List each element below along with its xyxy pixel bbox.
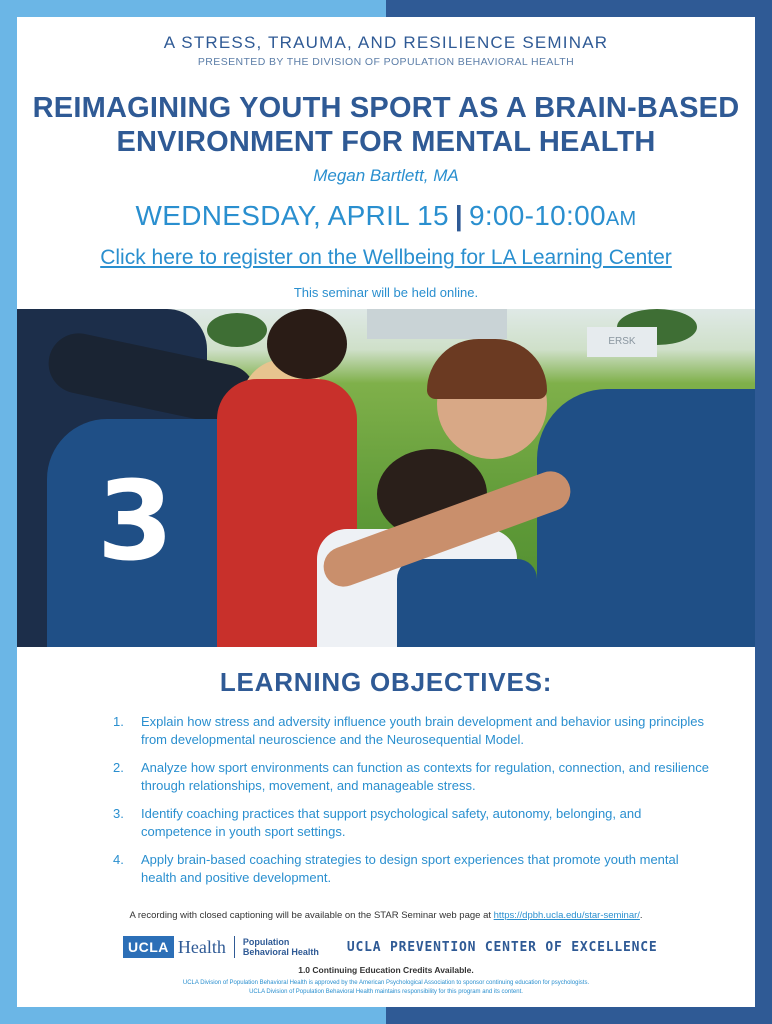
- objective-item: [113, 851, 713, 887]
- jersey-number: 3: [97, 457, 174, 585]
- logo-divider: [234, 936, 235, 958]
- background-building: [367, 309, 507, 339]
- objective-text: Identify coaching practices that support psychological safety, autonomy, belonging, and competence in youth sport settings.: [141, 806, 642, 839]
- player-center-vest: [397, 559, 537, 647]
- objective-text: Explain how stress and adversity influence youth brain development and behavior using principles from developmental neuroscience and the Neurosequential Model.: [141, 714, 704, 747]
- seminar-series: A STRESS, TRAUMA, AND RESILIENCE SEMINAR: [163, 33, 609, 52]
- online-note: This seminar will be held online.: [293, 285, 479, 300]
- health-logo-text: Health: [177, 936, 226, 957]
- objectives-heading: LEARNING OBJECTIVES:: [219, 667, 553, 697]
- objective-number: 1.: [113, 714, 124, 729]
- date-separator: |: [454, 200, 463, 231]
- event-time: 9:00-10:00: [468, 200, 606, 231]
- logo-row: [123, 934, 657, 960]
- objectives-list: [113, 713, 713, 897]
- recording-note: [17, 910, 755, 921]
- recording-end: .: [639, 910, 643, 921]
- star-seminar-link[interactable]: https://dpbh.ucla.edu/star-seminar/: [493, 910, 640, 921]
- player-head-dark: [267, 309, 347, 379]
- flyer-panel: [17, 17, 755, 1007]
- prevention-center-logo: UCLA PREVENTION CENTER OF EXCELLENCE: [346, 939, 658, 955]
- title-line-2: ENVIRONMENT FOR MENTAL HEALTH: [116, 126, 656, 158]
- objective-text: Analyze how sport environments can function as contexts for regulation, connection, and resilience through relationships, movement, and manageable stress.: [141, 760, 709, 793]
- objective-item: [113, 713, 713, 749]
- title-line-1: REIMAGINING YOUTH SPORT AS A BRAIN-BASED: [32, 92, 740, 124]
- pbh-line-2: Behavioral Health: [242, 947, 319, 957]
- objective-number: 4.: [113, 852, 124, 867]
- team-huddle-photo: [17, 309, 755, 647]
- recording-text: A recording with closed captioning will be available on the STAR Seminar web page at: [129, 910, 491, 921]
- background-sign: ERSK: [587, 327, 657, 357]
- pbh-line-1: Population: [242, 937, 290, 947]
- presenter-line: PRESENTED BY THE DIVISION OF POPULATION BEHAVIORAL HEALTH: [197, 56, 575, 68]
- objective-number: 3.: [113, 806, 124, 821]
- player-right-jersey: [537, 389, 755, 647]
- speaker-name: Megan Bartlett, MA: [313, 166, 459, 185]
- background-tree: [207, 313, 267, 347]
- objective-text: Apply brain-based coaching strategies to design sport experiences that promote youth mental health and positive development.: [141, 852, 679, 885]
- event-day: WEDNESDAY, APRIL 15: [135, 200, 449, 231]
- player-hair-right: [427, 339, 547, 399]
- ucla-logo: UCLA: [123, 936, 174, 958]
- ce-credits: 1.0 Continuing Education Credits Available.: [298, 965, 474, 975]
- event-ampm: AM: [605, 208, 637, 230]
- objective-number: 2.: [113, 760, 124, 775]
- seminar-title: [17, 91, 755, 159]
- register-link[interactable]: Click here to register on the Wellbeing for LA Learning Center: [100, 246, 672, 269]
- responsibility-note: UCLA Division of Population Behavioral Health maintains responsibility for this program and its content.: [249, 989, 523, 995]
- objective-item: [113, 805, 713, 841]
- event-date: [17, 200, 755, 232]
- objective-item: [113, 759, 713, 795]
- apa-approval-note: UCLA Division of Population Behavioral Health is approved by the American Psychological Association to sponsor continuing education for psychologists.: [182, 980, 590, 986]
- pbh-logo: [243, 937, 319, 957]
